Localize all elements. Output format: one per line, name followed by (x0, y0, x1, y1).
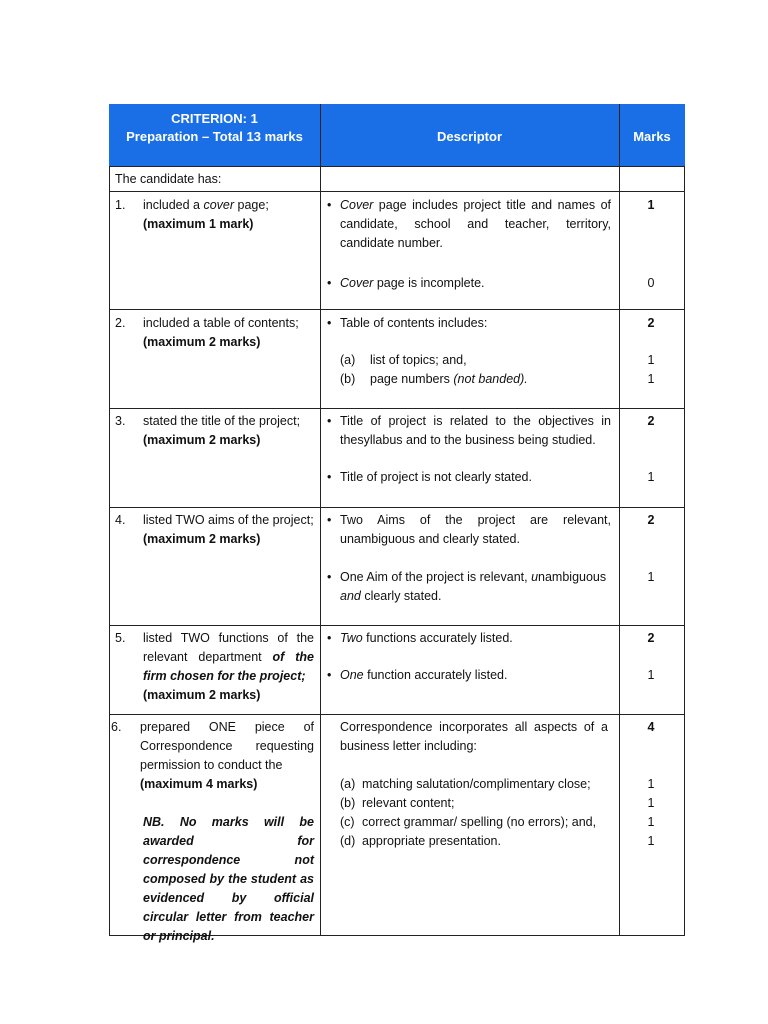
max-marks: (maximum 1 mark) (143, 217, 254, 231)
descriptor-text: Correspondence incorporates all aspects of a business letter including: (340, 720, 608, 753)
mark-value: 1 (647, 198, 655, 212)
grid-line (109, 625, 685, 626)
sub-label: (a) (340, 777, 356, 791)
sub-label: (a) (340, 353, 356, 367)
criterion-text: listed TWO aims of the project; (143, 513, 314, 527)
mark-value: 1 (647, 796, 655, 810)
sub-item: appropriate presentation. (362, 834, 501, 848)
header-marks: Marks (633, 129, 671, 144)
header-criterion (109, 110, 320, 146)
max-marks: (maximum 2 marks) (143, 532, 261, 546)
mark-value: 0 (647, 276, 655, 290)
mark-value: 2 (647, 513, 655, 527)
bullet: • (327, 570, 332, 584)
sub-item: matching salutation/complimentary close; (362, 777, 591, 791)
bullet: • (327, 470, 332, 484)
max-marks: (maximum 2 marks) (143, 433, 261, 447)
bullet: • (327, 631, 332, 645)
grid-line (109, 714, 685, 715)
mark-value: 1 (647, 815, 655, 829)
max-marks: (maximum 2 marks) (143, 335, 261, 349)
sub-item: correct grammar/ spelling (no errors); and, (362, 815, 597, 829)
sub-label: (c) (340, 815, 355, 829)
descriptor-text: Title of project is related to the objectives in thesyllabus and to the business being studied. (340, 414, 611, 447)
bullet: • (327, 316, 332, 330)
criterion-text: stated the title of the project; (143, 414, 301, 428)
sub-item: list of topics; and, (370, 353, 467, 367)
bullet: • (327, 513, 332, 527)
mark-value: 2 (647, 631, 655, 645)
mark-value: 1 (647, 668, 655, 682)
grid-line (320, 104, 321, 936)
descriptor-text: Cover page is incomplete. (340, 276, 485, 290)
grid-line (109, 309, 685, 310)
row-number: 4. (115, 513, 126, 527)
grid-line (109, 191, 685, 192)
mark-value: 4 (647, 720, 655, 734)
row-number: 1. (115, 198, 126, 212)
descriptor-text: Two Aims of the project are relevant, unambiguous and clearly stated. (340, 513, 611, 546)
mark-value: 1 (647, 353, 655, 367)
mark-value: 1 (647, 372, 655, 386)
criterion-table (109, 104, 685, 943)
criterion-text: listed TWO functions of the relevant department of the firm chosen for the project; (143, 631, 314, 683)
row-number: 5. (115, 631, 126, 645)
row-number: 6. (111, 720, 122, 734)
descriptor-text: One function accurately listed. (340, 668, 508, 682)
row-number: 3. (115, 414, 126, 428)
mark-value: 2 (647, 414, 655, 428)
grid-line (109, 507, 685, 508)
nb-note: NB. No marks will be awarded for correspondence not composed by the student as evidenced by official circular letter from teacher or principal. (143, 815, 314, 943)
sub-item: relevant content; (362, 796, 455, 810)
grid-line (684, 166, 685, 936)
header-descriptor: Descriptor (436, 129, 503, 144)
sub-label: (b) (340, 372, 356, 386)
descriptor-text: Title of project is not clearly stated. (340, 470, 532, 484)
mark-value: 1 (647, 777, 655, 791)
max-marks: (maximum 2 marks) (143, 688, 261, 702)
bullet: • (327, 414, 332, 428)
grid-line (109, 166, 685, 167)
intro-text: The candidate has: (115, 172, 222, 186)
mark-value: 2 (647, 316, 655, 330)
sub-label: (d) (340, 834, 356, 848)
bullet: • (327, 668, 332, 682)
grid-line (109, 408, 685, 409)
sub-label: (b) (340, 796, 356, 810)
bullet: • (327, 276, 332, 290)
criterion-label: CRITERION: 1 (171, 111, 258, 126)
grid-line (109, 166, 110, 936)
descriptor-text: Cover page includes project title and names of candidate, school and teacher, territory, candidate number. (340, 198, 611, 250)
preparation-label: Preparation – Total 13 marks (126, 129, 303, 144)
descriptor-text: One Aim of the project is relevant, unambiguous and clearly stated. (340, 570, 607, 603)
mark-value: 1 (647, 470, 655, 484)
sub-item: page numbers (not banded). (370, 372, 528, 386)
max-marks: (maximum 4 marks) (140, 777, 258, 791)
bullet: • (327, 198, 332, 212)
criterion-text: prepared ONE piece of Correspondence requesting permission to conduct the (140, 720, 314, 772)
mark-value: 1 (647, 570, 655, 584)
criterion-text: included a table of contents; (143, 316, 299, 330)
mark-value: 1 (647, 834, 655, 848)
criterion-text: included a cover page; (143, 198, 269, 212)
descriptor-text: Table of contents includes: (340, 316, 488, 330)
descriptor-text: Two functions accurately listed. (340, 631, 513, 645)
row-number: 2. (115, 316, 126, 330)
